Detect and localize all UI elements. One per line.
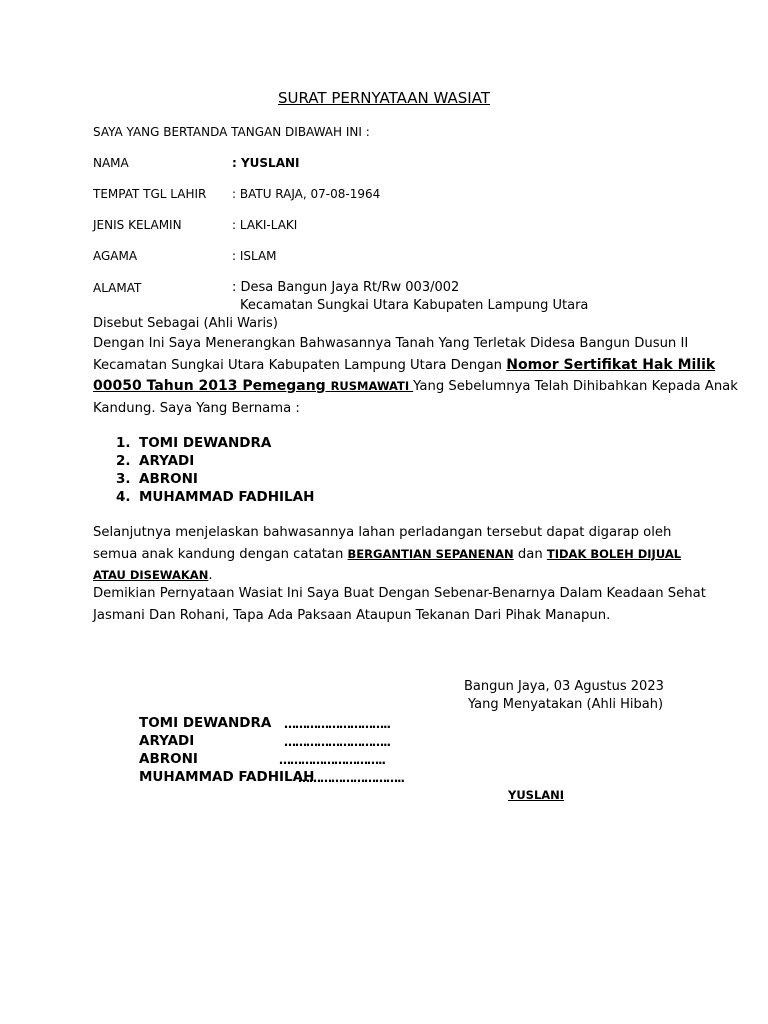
agama-label: AGAMA: [93, 249, 138, 263]
statement-line-2: [93, 355, 738, 377]
statement-line-2-text: Kecamatan Sungkai Utara Kabupaten Lampung Utara Dengan: [93, 357, 507, 373]
agama-value: : ISLAM: [232, 249, 277, 263]
explanation-line-2: [93, 544, 681, 566]
signature-line: ………………………..: [279, 753, 386, 767]
heir-name: MUHAMMAD FADHILAH: [139, 489, 315, 505]
explanation-and: dan: [513, 546, 547, 562]
role-line: Disebut Sebagai (Ahli Waris): [93, 316, 278, 331]
nama-value: : YUSLANI: [232, 156, 300, 170]
no-sale-condition: TIDAK BOLEH DIJUAL: [546, 546, 682, 561]
place-date: Bangun Jaya, 03 Agustus 2023: [464, 679, 664, 694]
ttl-value: : BATU RAJA, 07-08-1964: [232, 187, 381, 201]
statement-line-3: [93, 376, 738, 398]
list-number: 2.: [116, 453, 131, 469]
list-number: 1.: [116, 435, 131, 451]
list-number: 4.: [116, 489, 131, 505]
explanation-line-2-text: semua anak kandung dengan catatan: [93, 546, 348, 562]
declarant-name: YUSLANI: [508, 788, 565, 802]
explanation-line-1: Selanjutnya menjelaskan bahwasannya lahan perladangan tersebut dapat digarap oleh: [93, 525, 672, 540]
signature-name: MUHAMMAD FADHILAH: [139, 769, 315, 785]
closing-line-2: Jasmani Dan Rohani, Tapa Ada Paksaan Ataupun Tekanan Dari Pihak Manapun.: [93, 607, 611, 623]
intro-text: SAYA YANG BERTANDA TANGAN DIBAWAH INI :: [93, 125, 370, 139]
paragraph-statement: [93, 333, 738, 419]
declarant-label: Yang Menyatakan (Ahli Hibah): [468, 697, 664, 712]
paragraph-explanation: [93, 522, 681, 587]
signature-name: TOMI DEWANDRA: [139, 715, 272, 731]
statement-line-3-text: Yang Sebelumnya Telah Dihibahkan Kepada Anak: [413, 379, 738, 394]
signature-line: ………………………..: [298, 771, 405, 785]
heir-name: ABRONI: [139, 471, 198, 487]
holder-name: RUSMAWATI: [330, 379, 414, 393]
paragraph-closing: [93, 583, 706, 626]
signature-name: ABRONI: [139, 751, 198, 767]
statement-line-1: Dengan Ini Saya Menerangkan Bahwasannya Tanah Yang Terletak Didesa Bangun Dusun II: [93, 336, 689, 351]
nama-label: NAMA: [93, 156, 129, 170]
alamat-label: ALAMAT: [93, 281, 142, 295]
jenis-kelamin-label: JENIS KELAMIN: [93, 218, 182, 232]
signature-line: ………………………..: [284, 735, 391, 749]
no-rent-condition: ATAU DISEWAKAN: [93, 568, 209, 582]
closing-line-1: Demikian Pernyataan Wasiat Ini Saya Buat Dengan Sebenar-Benarnya Dalam Keadaan Sehat: [93, 586, 706, 601]
jenis-kelamin-value: : LAKI-LAKI: [232, 218, 298, 232]
heir-name: TOMI DEWANDRA: [139, 435, 272, 451]
document-title: SURAT PERNYATAAN WASIAT: [277, 89, 490, 107]
list-number: 3.: [116, 471, 131, 487]
ttl-label: TEMPAT TGL LAHIR: [93, 187, 207, 201]
certificate-year-holder: 00050 Tahun 2013 Pemegang: [93, 378, 331, 394]
signature-name: ARYADI: [139, 733, 195, 749]
heir-name: ARYADI: [139, 453, 195, 469]
explanation-period: .: [208, 568, 213, 583]
rotation-condition: BERGANTIAN SEPANENAN: [347, 546, 514, 561]
alamat-value-line1: : Desa Bangun Jaya Rt/Rw 003/002: [232, 280, 460, 295]
signature-line: ………………………..: [284, 717, 391, 731]
certificate-number-text: Nomor Sertifikat Hak Milik: [506, 356, 716, 373]
alamat-value-line2: Kecamatan Sungkai Utara Kabupaten Lampung Utara: [240, 298, 589, 313]
statement-line-4: Kandung. Saya Yang Bernama :: [93, 400, 300, 416]
